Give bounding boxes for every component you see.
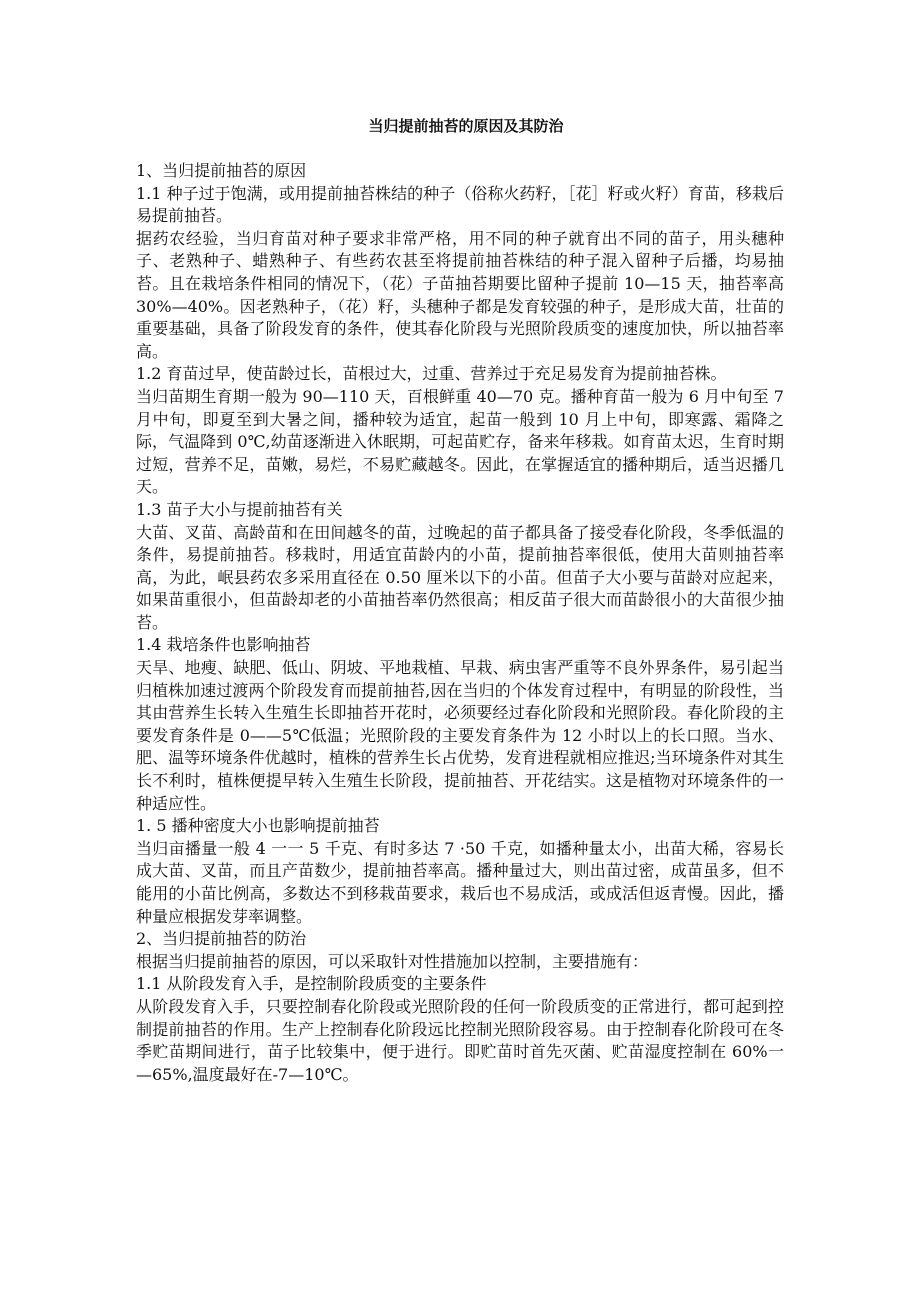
paragraph-stage-control: 从阶段发育入手，只要控制春化阶段或光照阶段的任何一阶段质变的正常进行，都可起到控制提前抽苔的作用。生产上控制春化阶段远比控制光照阶段容易。由于控制春化阶段可在冬季贮苗期间进行，苗子比较集中，便于进行。即贮苗时首先灭菌、贮苗湿度控制在 60%一—65%,温度最好在-7—10℃。 — [136, 996, 784, 1084]
subheading-1-3-seedling-size: 1.3 苗子大小与提前抽苔有关 — [136, 499, 343, 519]
document-page — [136, 112, 784, 1086]
paragraph-seed-experience: 据药农经验，当归育苗对种子要求非常严格，用不同的种子就育出不同的苗子，用头穗种子、老熟种子、蜡熟种子、有些药农甚至将提前抽苔株结的种子混入留种子后播，均易抽苔。且在栽培条件相同的情况下，（花）子苗抽苔期要比留种子提前 10—15 天，抽苔率高 30%—40%。因老熟种子，（花）籽，头穗种子都是发育较强的种子，是形成大苗，壮苗的重要基础，具备了阶段发育的条件，使其春化阶段与光照阶段质变的速度加快，所以抽苔率高。 — [136, 228, 784, 361]
paragraph-seedling-size: 大苗、叉苗、高龄苗和在田间越冬的苗，过晚起的苗子都具备了接受春化阶段，冬季低温的条件，易提前抽苔。移栽时，用适宜苗龄内的小苗，提前抽苔率很低，使用大苗则抽苔率高，为此，岷县药农多采用直径在 0.50 厘米以下的小苗。但苗子大小要与苗龄对应起来，如果苗重很小，但苗龄却老的小苗抽苔率仍然很高；相反苗子很大而苗龄很小的大苗很少抽苔。 — [136, 522, 784, 632]
paragraph-seedling-period: 当归苗期生育期一般为 90—110 天，百根鲜重 40—70 克。播种育苗一般为 6 月中旬至 7 月中旬，即夏至到大暑之间，播种较为适宜，起苗一般到 10 月上中旬，即寒露、霜降之际，气温降到 0℃,幼苗逐渐进入休眠期，可起苗贮存，备来年移栽。如育苗太迟，生育时期过短，营养不足，苗嫩，易烂，不易贮藏越冬。因此，在掌握适宜的播种期后，适当迟播几天。 — [136, 386, 784, 497]
section-heading-causes: 1、当归提前抽苔的原因 — [136, 161, 307, 180]
document-title: 当归提前抽苔的原因及其防治 — [368, 117, 564, 135]
paragraph-sowing-density: 当归亩播量一般 4 一一 5 千克、有时多达 7 ·50 千克，如播种量太小，出苗大稀，容易长成大苗、叉苗，而且产苗数少，提前抽苔率高。播种量过大，则出苗过密，成苗虽多，但不能用的小苗比例高，多数达不到移栽苗要求，栽后也不易成活，或成活但返青慢。因此，播种量应根据发芽率调整。 — [136, 838, 784, 926]
section-heading-prevention: 2、当归提前抽苔的防治 — [136, 929, 307, 949]
paragraph-prevention-intro: 根据当归提前抽苔的原因，可以采取针对性措施加以控制，主要措施有： — [136, 951, 649, 971]
subheading-prevention-1-1: 1.1 从阶段发育入手，是控制阶段质变的主要条件 — [136, 974, 487, 994]
subheading-1-5-sowing-density: 1. 5 播种密度大小也影响提前抽苔 — [136, 816, 380, 836]
subheading-1-1-seeds: 1.1 种子过于饱满，或用提前抽苔株结的种子（俗称火药籽，［花］籽或火籽）育苗，移栽后易提前抽苔。 — [136, 183, 784, 226]
subheading-1-2-early-sowing: 1.2 育苗过早，使苗龄过长，苗根过大，过重、营养过于充足易发育为提前抽苔株。 — [136, 364, 727, 384]
paragraph-cultivation-conditions: 天旱、地瘦、缺肥、低山、阴坡、平地栽植、早栽、病虫害严重等不良外界条件，易引起当归植株加速过渡两个阶段发育而提前抽苔,因在当归的个体发育过程中，有明显的阶段性，当其由营养生长转入生殖生长即抽苔开花时，必须要经过春化阶段和光照阶段。春化阶段的主要发育条件是 0——5℃低温；光照阶段的主要发育条件为 12 小时以上的长口照。当水、肥、温等环境条件优越时，植株的营养生长占优势，发育进程就相应推迟;当环境条件对其生长不利时，植株便提早转入生殖生长阶段，提前抽苔、开花结实。这是植物对环境条件的一种适应性。 — [136, 658, 784, 813]
subheading-1-4-cultivation: 1.4 栽培条件也影响抽苔 — [136, 635, 311, 655]
